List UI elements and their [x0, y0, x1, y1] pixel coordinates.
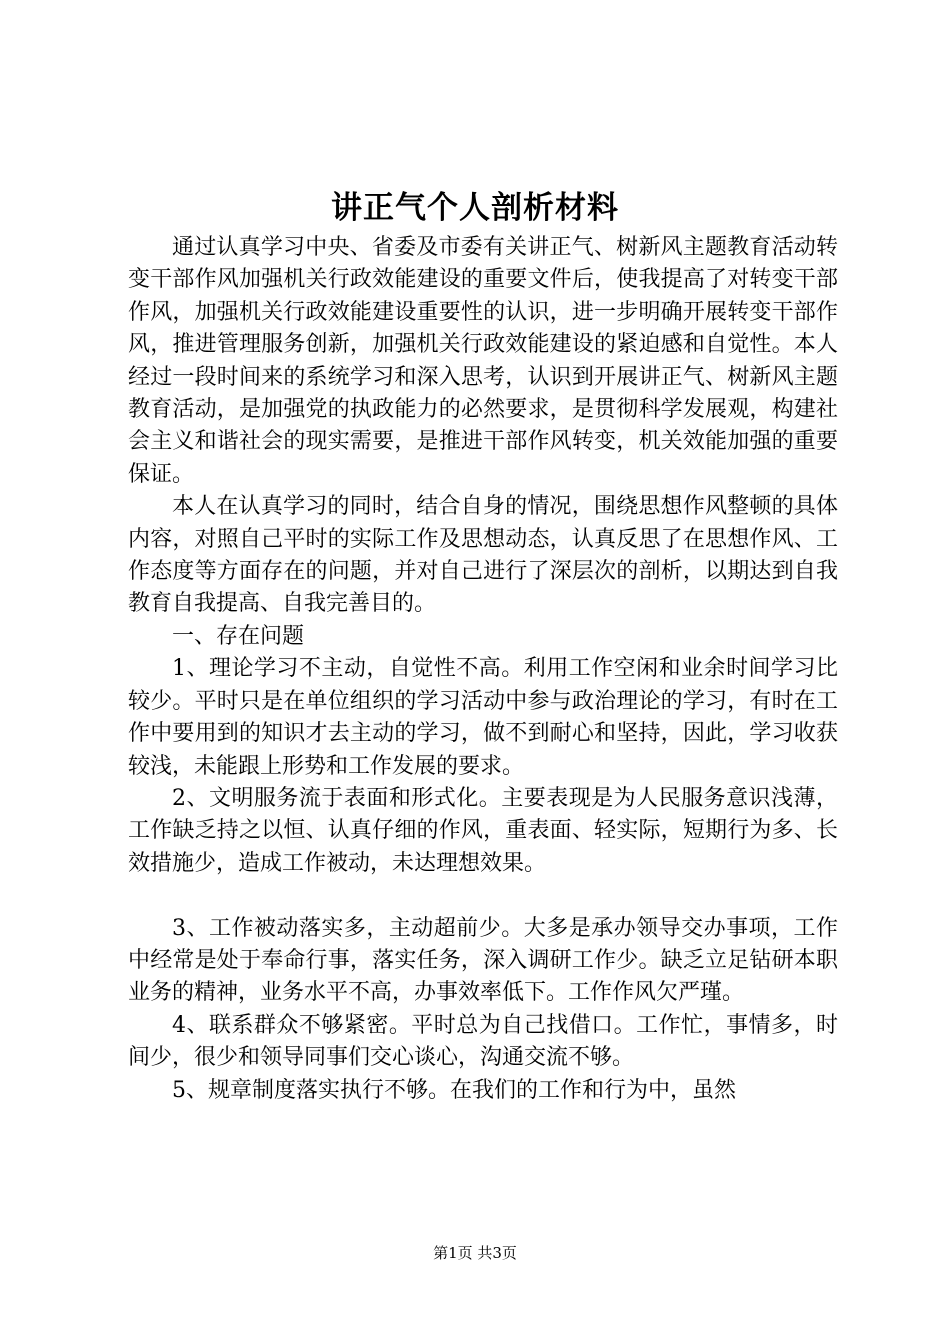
- paragraph-problem-1: 1、理论学习不主动，自觉性不高。利用工作空闲和业余时间学习比较少。平时只是在单位组织的学习活动中参与政治理论的学习，有时在工作中要用到的知识才去主动的学习，做不到耐心和坚持，因此，学习收获较浅，未能跟上形势和工作发展的要求。: [128, 656, 838, 779]
- page-footer: 第1页 共3页: [433, 1244, 517, 1262]
- paragraph-problem-2: 2、文明服务流于表面和形式化。主要表现是为人民服务意识浅薄，工作缺乏持之以恒、认真仔细的作风，重表面、轻实际，短期行为多、长效措施少，造成工作被动，未达理想效果。: [128, 785, 838, 876]
- document-body: [128, 232, 838, 1107]
- paragraph-problem-5: 5、规章制度落实执行不够。在我们的工作和行为中，虽然: [172, 1077, 736, 1103]
- paragraph-intro: 通过认真学习中央、省委及市委有关讲正气、树新风主题教育活动转变干部作风加强机关行政效能建设的重要文件后，使我提高了对转变干部作风，加强机关行政效能建设重要性的认识，进一步明确开展转变干部作风，推进管理服务创新，加强机关行政效能建设的紧迫感和自觉性。本人经过一段时间来的系统学习和深入思考，认识到开展讲正气、树新风主题教育活动，是加强党的执政能力的必然要求，是贯彻科学发展观，构建社会主义和谐社会的现实需要，是推进干部作风转变，机关效能加强的重要保证。: [128, 235, 838, 487]
- paragraph-reflection: 本人在认真学习的同时，结合自身的情况，围绕思想作风整顿的具体内容，对照自己平时的实际工作及思想动态，认真反思了在思想作风、工作态度等方面存在的问题，并对自己进行了深层次的剖析，以期达到自我教育自我提高、自我完善目的。: [128, 494, 838, 617]
- paragraph-problem-4: 4、联系群众不够紧密。平时总为自己找借口。工作忙，事情多，时间少，很少和领导同事们交心谈心，沟通交流不够。: [128, 1012, 838, 1071]
- section-heading-problems: 一、存在问题: [172, 623, 305, 649]
- paragraph-problem-3: 3、工作被动落实多，主动超前少。大多是承办领导交办事项，工作中经常是处于奉命行事，落实任务，深入调研工作少。缺乏立足钻研本职业务的精神，业务水平不高，办事效率低下。工作作风欠严瑾。: [128, 915, 838, 1006]
- document-title: 讲正气个人剖析材料: [331, 190, 619, 226]
